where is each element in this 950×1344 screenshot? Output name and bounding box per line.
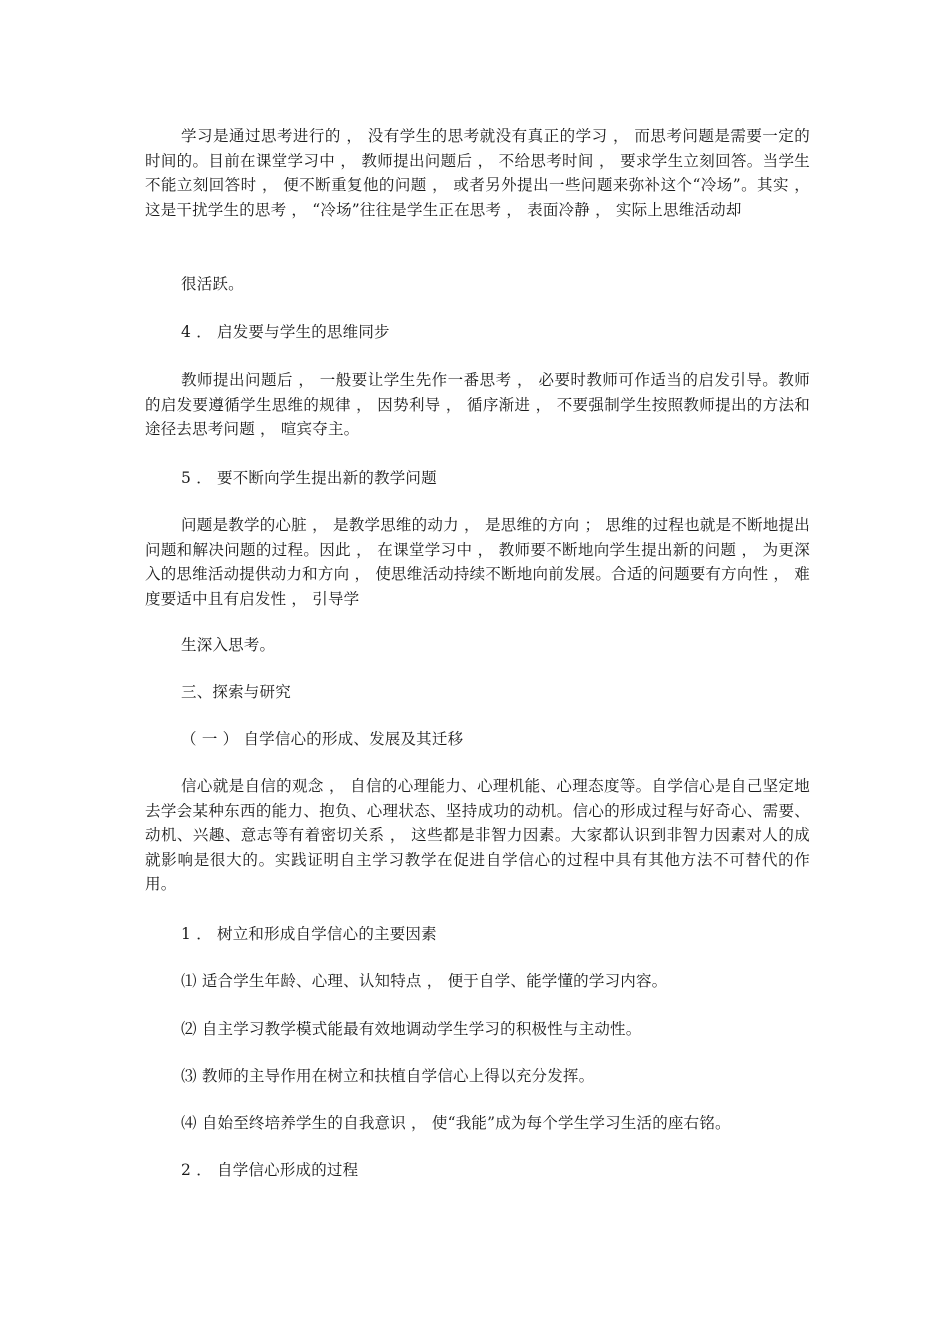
section-heading-3: 三、探索与研究 xyxy=(181,683,291,701)
paragraph-inspiration: 教师提出问题后 ， 一般要让学生先作一番思考 ， 必要时教师可作适当的启发引导。教师的启发要遵循学生思维的规律 ， 因势利导 ， 循序渐进 ， 不要强制学生按照教师提出的方法和途径去思考问题 ， 喧宾夺主。 xyxy=(145,371,810,438)
paragraph-continuation: 很活跃。 xyxy=(181,275,244,293)
paragraph-new-questions: 问题是教学的心脏 ， 是教学思维的动力 ， 是思维的方向 ； 思维的过程也就是不断地提出问题和解决问题的过程。因此 ， 在课堂学习中 ， 教师要不断地向学生提出新的问题 ， 为更深入的思维活动提供动力和方向 ， 使思维活动持续不断地向前发展。合适的问题要有方向性 ， 难度要适中且有启发性 ， 引导学 xyxy=(145,516,810,608)
heading-2: 2 ． 自学信心形成的过程 xyxy=(181,1161,359,1179)
heading-4: 4 ． 启发要与学生的思维同步 xyxy=(181,323,390,341)
subsection-heading-1: （ 一 ） 自学信心的形成、发展及其迁移 xyxy=(181,730,464,748)
list-item: ⑷ 自始至终培养学生的自我意识 ， 使“我能”成为每个学生学习生活的座右铭。 xyxy=(181,1114,731,1132)
paragraph-continuation: 生深入思考。 xyxy=(181,636,276,654)
heading-1: 1 ． 树立和形成自学信心的主要因素 xyxy=(181,925,437,943)
paragraph-confidence: 信心就是自信的观念 ， 自信的心理能力、心理机能、心理态度等。自学信心是自己坚定地去学会某种东西的能力、抱负、心理状态、坚持成功的动机。信心的形成过程与好奇心、需要、动机、兴趣、意志等有着密切关系 ， 这些都是非智力因素。大家都认识到非智力因素对人的成就影响是很大的。实践证明自主学习教学在促进自学信心的过程中具有其他方法不可替代的作用。 xyxy=(145,777,810,893)
list-item: ⑴ 适合学生年龄、心理、认知特点 ， 便于自学、能学懂的学习内容。 xyxy=(181,972,668,990)
list-item: ⑵ 自主学习教学模式能最有效地调动学生学习的积极性与主动性。 xyxy=(181,1020,642,1038)
heading-5: 5 ． 要不断向学生提出新的教学问题 xyxy=(181,469,437,487)
paragraph-thinking-time: 学习是通过思考进行的 ， 没有学生的思考就没有真正的学习 ， 而思考问题是需要一定的时间的。目前在课堂学习中 ， 教师提出问题后 ， 不给思考时间 ， 要求学生立刻回答。当学生不能立刻回答时 ， 便不断重复他的问题 ， 或者另外提出一些问题来弥补这个“冷场”。其实 ， 这是干扰学生的思考 ， “冷场”往往是学生正在思考 ， 表面冷静 ， 实际上思维活动却 xyxy=(145,127,810,219)
list-item: ⑶ 教师的主导作用在树立和扶植自学信心上得以充分发挥。 xyxy=(181,1067,595,1085)
